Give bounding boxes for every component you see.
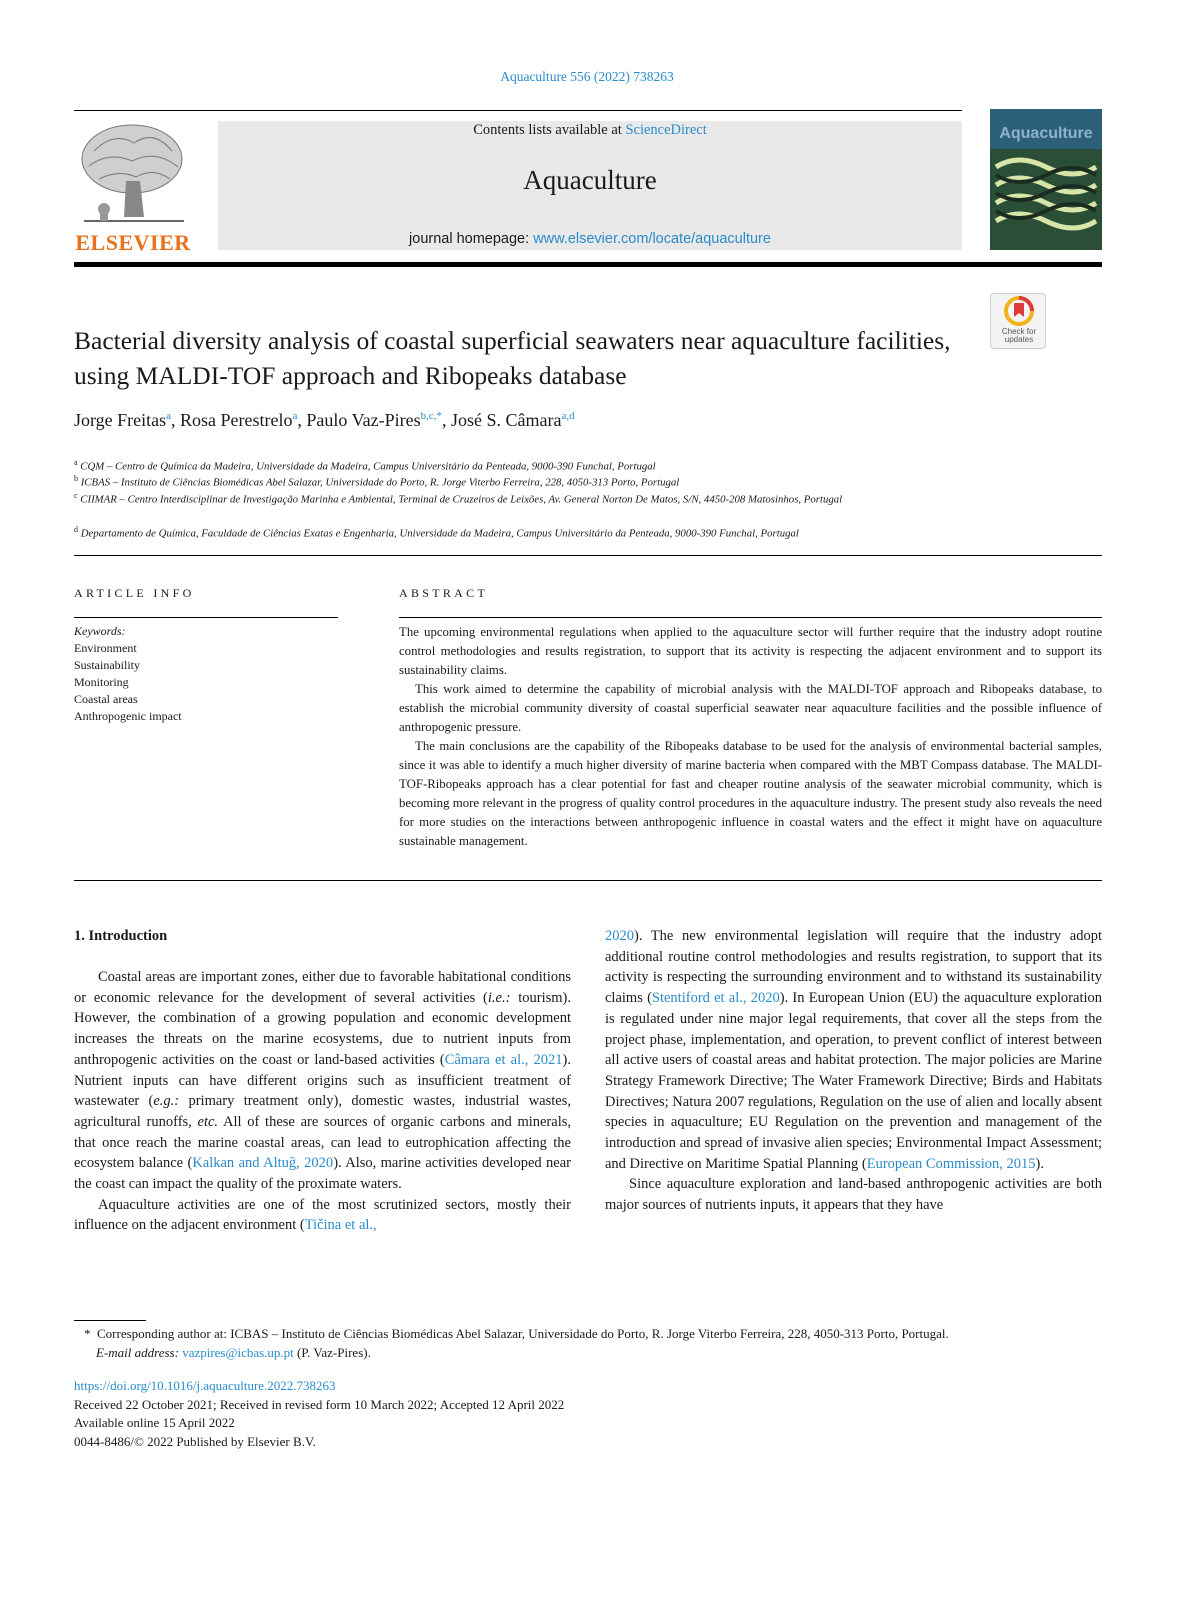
article-info-rule xyxy=(74,617,338,618)
affiliation xyxy=(74,487,1102,509)
body-text: ). xyxy=(1035,1155,1044,1172)
footnote-marker: * xyxy=(84,1326,91,1341)
copyright-line: 0044-8486/© 2022 Published by Elsevier B.V. xyxy=(74,1433,316,1449)
body-text: ). In European Union (EU) the aquaculture exploration is regulated under nine major legal requirements, that cover all the steps from the project phase, implementation, and operation, to prevent conflict of interest between all active users of coastal areas and habitat protection. The major policies are Marine Strategy Framework Directive; The Water Framework Directive; Birds and Habitats Directives; Natura 2007 regulations, Regulation on the use of alien and locally absent species in aquaculture; EU Regulation on the prevention and management of the introduction and spread of invasive alien species; Environmental Impact Assessment; and Directive on Maritime Spatial Planning ( xyxy=(605,990,1102,1172)
author-affiliation-marker[interactable]: b,c,* xyxy=(420,410,442,422)
publication-info xyxy=(74,1377,1102,1451)
abstract-rule xyxy=(399,617,1102,618)
article-info-heading: ARTICLE INFO xyxy=(74,586,195,600)
footnote xyxy=(74,1324,1102,1362)
body-paragraph xyxy=(74,1195,571,1236)
available-online: Available online 15 April 2022 xyxy=(74,1415,235,1430)
footnote-rule xyxy=(74,1320,146,1321)
body-text-italic: etc. xyxy=(197,1113,219,1130)
author-list: Jorge Freitas$^a$, Rosa Perestrelo$^a$, Paulo Vaz-Pires$^{b,c,*}$, José S. Câmara$^{a,d}$ xyxy=(74,410,575,430)
journal-reference[interactable]: Aquaculture 556 (2022) 738263 xyxy=(500,69,674,84)
body-text-italic: i.e.: xyxy=(487,989,511,1006)
journal-name: Aquaculture xyxy=(523,165,657,195)
body-text: Aquaculture activities are one of the most scrutinized sectors, mostly their influence on the adjacent environment ( xyxy=(74,1196,571,1234)
check-for-updates-label: Check for updates xyxy=(1001,327,1037,344)
body-text: ). The new environmental legislation will require that the industry adopt additional routine control methodologies and results registration, to support that its activity is respecting the surrounding environment and to withstand its sustainability claims ( xyxy=(605,928,1102,1007)
homepage-link[interactable]: www.elsevier.com/locate/aquaculture xyxy=(533,231,771,247)
elsevier-wordmark: ELSEVIER xyxy=(75,230,191,255)
body-column-left xyxy=(74,967,571,1236)
body-text: ). Also, marine activities developed near the coast can impact the quality of the proximate waters. xyxy=(74,1155,571,1193)
affiliation-marker: d xyxy=(74,525,78,534)
body-text: primary treatment only), domestic wastes, industrial wastes, agricultural runoffs, xyxy=(74,1093,571,1130)
keyword-item: Environment xyxy=(74,641,137,655)
abstract-bottom-rule xyxy=(74,880,1102,881)
doi-link[interactable]: https://doi.org/10.1016/j.aquaculture.2022.738263 xyxy=(74,1378,336,1393)
abstract-body xyxy=(399,623,1102,851)
affiliation-marker: c xyxy=(74,491,78,500)
affiliation-text: CQM – Centro de Química da Madeira, Universidade da Madeira, Campus Universitário da Penteada, 9000-390 Funchal, Portugal xyxy=(80,460,656,473)
article-title: Bacterial diversity analysis of coastal superficial seawaters near aquaculture facilities, using MALDI-TOF approach and Ribopeaks database xyxy=(74,326,951,390)
header-thick-rule xyxy=(74,262,1102,267)
body-paragraph xyxy=(605,926,1102,1174)
affiliation-text: ICBAS – Instituto de Ciências Biomédicas Abel Salazar, Universidade do Porto, R. Jorge Viterbo Ferreira, 228, 4050-313 Porto, Portugal xyxy=(80,476,680,489)
citation-link[interactable]: Stentiford et al., 2020 xyxy=(651,990,780,1007)
body-text: All of these are sources of organic carbons and minerals, that once reach the marine coastal areas, can lead to eutrophication affecting the ecosystem balance ( xyxy=(74,1113,571,1172)
article-history: Received 22 October 2021; Received in revised form 10 March 2022; Accepted 12 April 2022 xyxy=(74,1396,565,1412)
affiliation-marker: a xyxy=(74,458,78,467)
citation-link[interactable]: Câmara et al., 2021 xyxy=(444,1051,563,1068)
corresponding-author-text: Corresponding author at: ICBAS – Instituto de Ciências Biomédicas Abel Salazar, Universidade do Porto, R. Jorge Viterbo Ferreira, 228, 4050-313 Porto, Portugal. xyxy=(97,1326,949,1341)
email-label: E-mail address: xyxy=(96,1345,179,1360)
journal-cover-image[interactable] xyxy=(990,109,1102,250)
body-paragraph: Since aquaculture exploration and land-based anthropogenic activities are both major sources of nutrients inputs, it appears that they have xyxy=(605,1176,1102,1214)
header-rule xyxy=(74,110,962,111)
abstract-paragraph: This work aimed to determine the capability of microbial analysis with the MALDI-TOF approach and Ribopeaks database, to establish the microbial community diversity of coastal superficial seawater near aquaculture facilities and the possible influence of anthropogenic pressure. xyxy=(399,682,1102,734)
contents-line xyxy=(218,122,962,139)
body-paragraph xyxy=(74,967,571,1195)
author-name[interactable]: Rosa Perestrelo xyxy=(180,410,293,430)
abstract-paragraph: The main conclusions are the capability of the Ribopeaks database to be used for the analysis of environmental bacterial samples, since it was able to identify a much higher diversity of marine bacteria when compared with the MBT Compass database. The MALDI-TOF-Ribopeaks approach has a clear potential for fast and cheaper routine analysis of the seawater microbial community, which is becoming more relevant in the progress of quality control procedures in the aquaculture industry. The present study also reveals the need for more studies on the interactions between anthropogenic influence in coastal waters and the effect it might have on aquaculture sustainable management. xyxy=(399,739,1102,848)
homepage-line xyxy=(218,231,962,247)
body-text: Coastal areas are important zones, either due to favorable habitational conditions or economic relevance for the development of several activities ( xyxy=(74,969,571,1006)
keywords-label: Keywords: xyxy=(74,624,126,638)
body-text: ). Nutrient inputs can have different origins such as insufficient treatment of wastewater ( xyxy=(74,1051,572,1110)
sciencedirect-link[interactable]: ScienceDirect xyxy=(625,122,707,138)
introduction-heading: 1. Introduction xyxy=(74,928,168,944)
homepage-prefix: journal homepage: xyxy=(409,231,534,247)
author-name[interactable]: Jorge Freitas xyxy=(74,410,167,430)
author-affiliation-marker[interactable]: a,d xyxy=(561,410,575,422)
citation-link[interactable]: European Commission, 2015 xyxy=(866,1155,1036,1172)
contents-prefix: Contents lists available at xyxy=(473,122,626,138)
citation-link[interactable]: Kalkan and Altuğ, 2020 xyxy=(192,1155,334,1172)
body-text-italic: e.g.: xyxy=(153,1093,180,1110)
body-text: tourism). However, the combination of a growing population and economic development increases the threats on the marine ecosystems, due to nutrient inputs from anthropogenic activities on the coast or land-based activities ( xyxy=(74,989,571,1068)
author-name[interactable]: Paulo Vaz-Pires xyxy=(306,410,421,430)
keywords-block xyxy=(74,623,338,725)
email-suffix: (P. Vaz-Pires). xyxy=(297,1345,371,1360)
affiliation-text: Departamento de Química, Faculdade de Ciências Exatas e Engenharia, Universidade da Madeira, Campus Universitário da Penteada, 9000-390 Funchal, Portugal xyxy=(80,527,799,540)
author-name[interactable]: José S. Câmara xyxy=(450,410,562,430)
affiliations-rule xyxy=(74,555,1102,556)
body-column-right xyxy=(605,926,1102,1216)
keyword-item: Sustainability xyxy=(74,658,140,672)
corresponding-author-note xyxy=(74,1324,1102,1343)
email-line xyxy=(74,1343,1102,1362)
author-affiliation-marker[interactable]: a xyxy=(292,410,298,422)
check-for-updates-icon[interactable] xyxy=(990,293,1046,349)
keyword-item: Monitoring xyxy=(74,675,129,689)
email-link[interactable]: vazpires@icbas.up.pt xyxy=(182,1345,294,1360)
keyword-item: Anthropogenic impact xyxy=(74,709,182,723)
affiliation xyxy=(74,521,1102,543)
affiliation-marker: b xyxy=(74,474,78,483)
abstract-paragraph: The upcoming environmental regulations when applied to the aquaculture sector will further require that the industry adopt routine control methodologies and results registration, to support that its activity is respecting the adjacent environment and to support its sustainability claims. xyxy=(399,625,1102,677)
abstract-heading: ABSTRACT xyxy=(399,586,489,600)
keyword-item: Coastal areas xyxy=(74,692,138,706)
affiliation-text: CIIMAR – Centro Interdisciplinar de Investigação Marinha e Ambiental, Terminal de Cruzeiros de Leixões, Av. General Norton De Matos, S/N, 4450-208 Matosinhos, Portugal xyxy=(80,493,843,506)
author-affiliation-marker[interactable]: a xyxy=(166,410,172,422)
citation-link[interactable]: Tičina et al., xyxy=(304,1217,377,1234)
citation-link[interactable]: 2020 xyxy=(605,928,634,944)
